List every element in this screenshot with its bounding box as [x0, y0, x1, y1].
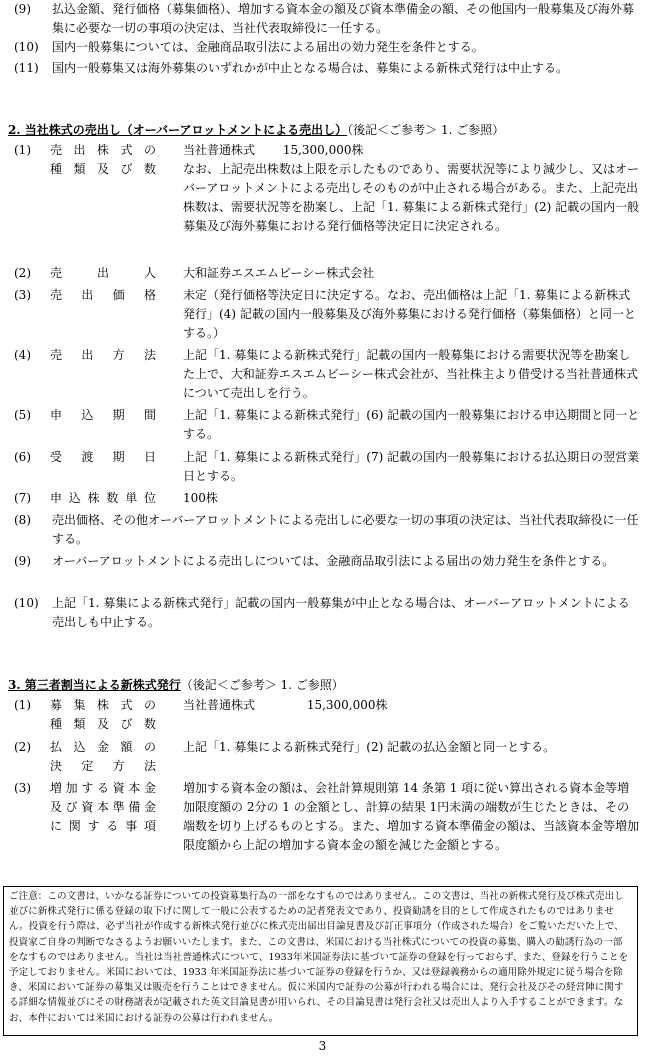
- item-value: 大和証券エスエムビーシー株式会社: [183, 266, 375, 280]
- item-number: (1): [14, 143, 31, 157]
- item-value: 上記「1. 募集による新株式発行」(7) 記載の国内一般募集における払込期日の翌営業日とする。: [183, 450, 640, 483]
- item-number: (7): [14, 491, 31, 505]
- item-label: 売 出 価 格: [50, 288, 156, 302]
- item-value: 上記「1. 募集による新株式発行」(2) 記載の払込金額と同一とする。: [183, 740, 556, 754]
- item-value: 当社普通株式 15,300,000株: [183, 698, 388, 712]
- section-heading: [8, 121, 504, 140]
- item-value: 上記「1. 募集による新株式発行」(6) 記載の国内一般募集における申込期間と同一とする。: [183, 408, 640, 441]
- item-label: 受 渡 期 日: [50, 450, 156, 464]
- item-label: 申 込 期 間: [50, 408, 156, 422]
- item-number: (3): [14, 288, 31, 302]
- item-number: (3): [14, 781, 31, 795]
- item-number: (5): [14, 408, 31, 422]
- disclaimer-box: [3, 886, 638, 1036]
- item-text: 国内一般募集については、金融商品取引法による届出の効力発生を条件とする。: [52, 40, 484, 54]
- item-number: (8): [14, 513, 31, 527]
- item-number: (11): [14, 61, 39, 75]
- item-label: 払 込 金 額 の 決 定 方 法: [50, 740, 156, 773]
- item-number: (10): [14, 596, 39, 610]
- item-number: (6): [14, 450, 31, 464]
- item-text: 売出価格、その他オーバーアロットメントによる売出しに必要な一切の事項の決定は、当社代表取締役に一任する。: [52, 513, 639, 546]
- item-number: (10): [14, 40, 39, 54]
- item-number: (2): [14, 740, 31, 754]
- item-number: (4): [14, 348, 31, 362]
- item-label: 売 出 方 法: [50, 348, 156, 362]
- section-title: 2. 当社株式の売出し（オーバーアロットメントによる売出し）: [8, 123, 348, 137]
- item-number: (1): [14, 698, 31, 712]
- item-text: 払込金額、発行価格（募集価格）、増加する資本金の額及び資本準備金の額、その他国内一般募集及び海外募集に必要な一切の事項の決定は、当社代表取締役に一任する。: [52, 2, 635, 35]
- item-label: 売 出 株 式 の 種 類 及 び 数: [50, 143, 156, 176]
- item-value: 未定（発行価格等決定日に決定する。なお、売出価格は上記「1. 募集による新株式発行」(4) 記載の国内一般募集及び海外募集における発行価格（募集価格）と同一とする。）: [183, 288, 636, 340]
- item-label: 売 出 人: [50, 266, 156, 280]
- item-label: 募 集 株 式 の 種 類 及 び 数: [50, 698, 156, 731]
- page-number: 3: [318, 1039, 327, 1053]
- item-number: (9): [14, 2, 31, 16]
- item-value: 上記「1. 募集による新株式発行」記載の国内一般募集における需要状況等を勘案した上で、大和証券エスエムビーシー株式会社が、当社株主より借受ける当社普通株式について売出しを行う。: [183, 348, 639, 400]
- item-value: 増加する資本金の額は、会社計算規則第 14 条第 1 項に従い算出される資本金等増加限度額の 2分の 1 の金額とし、計算の結果 1円未満の端数が生じたときは、その端数を切り上げるものとする。また、増加する資本準備金の額は、当該資本金等増加限度額から上記の増加する資本金の額を減じた金額とする。: [183, 781, 640, 852]
- item-value: 当社普通株式 15,300,000株 なお、上記売出株数は上限を示したものであり、需要状況等により減少し、又はオーバーアロットメントによる売出しそのものが中止される場合がある。また、上記売出株数は、需要状況等を勘案し、上記「1. 募集による新株式発行」(2) 記載の国内一般募集及び海外募集における発行価格等決定日に決定される。: [183, 143, 640, 233]
- item-value: 100株: [183, 491, 218, 505]
- item-text: 国内一般募集又は海外募集のいずれかが中止となる場合は、募集による新株式発行は中止する。: [52, 61, 569, 75]
- item-text: 上記「1. 募集による新株式発行」記載の国内一般募集が中止となる場合は、オーバーアロットメントによる売出しも中止する。: [52, 596, 630, 629]
- section-heading: [8, 676, 344, 695]
- section-reference: （後記＜ご参考＞ 1. ご参照）: [347, 123, 505, 137]
- disclaimer-text: ご注意：この文書は、いかなる証券についての投資募集行為の一部をなすものではありません。この文書は、当社の新株式発行及び株式売出し並びに新株式発行に係る登録の取下げに関して一般に公表するための記者発表文であり、投資勧誘を目的として作成されたものではありません。投資を行う際は、必ず当社が作成する新株式発行並びに株式売出届出目論見書及び訂正事項分（作成された場合）をご覧いただいた上で、投資家ご自身の判断でなさるようお願いいたします。また、この文書は、米国における当社株式についての投資の募集、購入の勧誘行為の一部をなすものではありません。当社は当社普通株式について、1933年米国証券法に基づいて証券の登録を行っておらず、また、登録を行うことを予定しておりません。米国においては、1933 年米国証券法に基づいて証券の登録を行うか、又は登録義務からの適用除外規定に従う場合を除き、米国において証券の募集又は販売を行うことはできません。仮に米国内で証券の公募が行われる場合には、発行会社及びその経営陣に関する詳細な情報並びにその財務諸表が記載された英文目論見書が用いられ、その目論見書は発行会社又は売出人より入手することができます。なお、本件においては米国における証券の公募は行われません。: [9, 891, 629, 1024]
- section-reference: （後記＜ご参考＞ 1. ご参照）: [180, 678, 344, 692]
- item-text: オーバーアロットメントによる売出しについては、金融商品取引法による届出の効力発生を条件とする。: [52, 554, 615, 568]
- item-label: 申込株数単位: [50, 491, 156, 505]
- section-title: 3. 第三者割当による新株式発行: [8, 678, 181, 692]
- item-number: (9): [14, 554, 31, 568]
- item-number: (2): [14, 266, 31, 280]
- item-label: 増加する資本金 及び資本準備金 に 関 す る 事 項: [50, 781, 156, 833]
